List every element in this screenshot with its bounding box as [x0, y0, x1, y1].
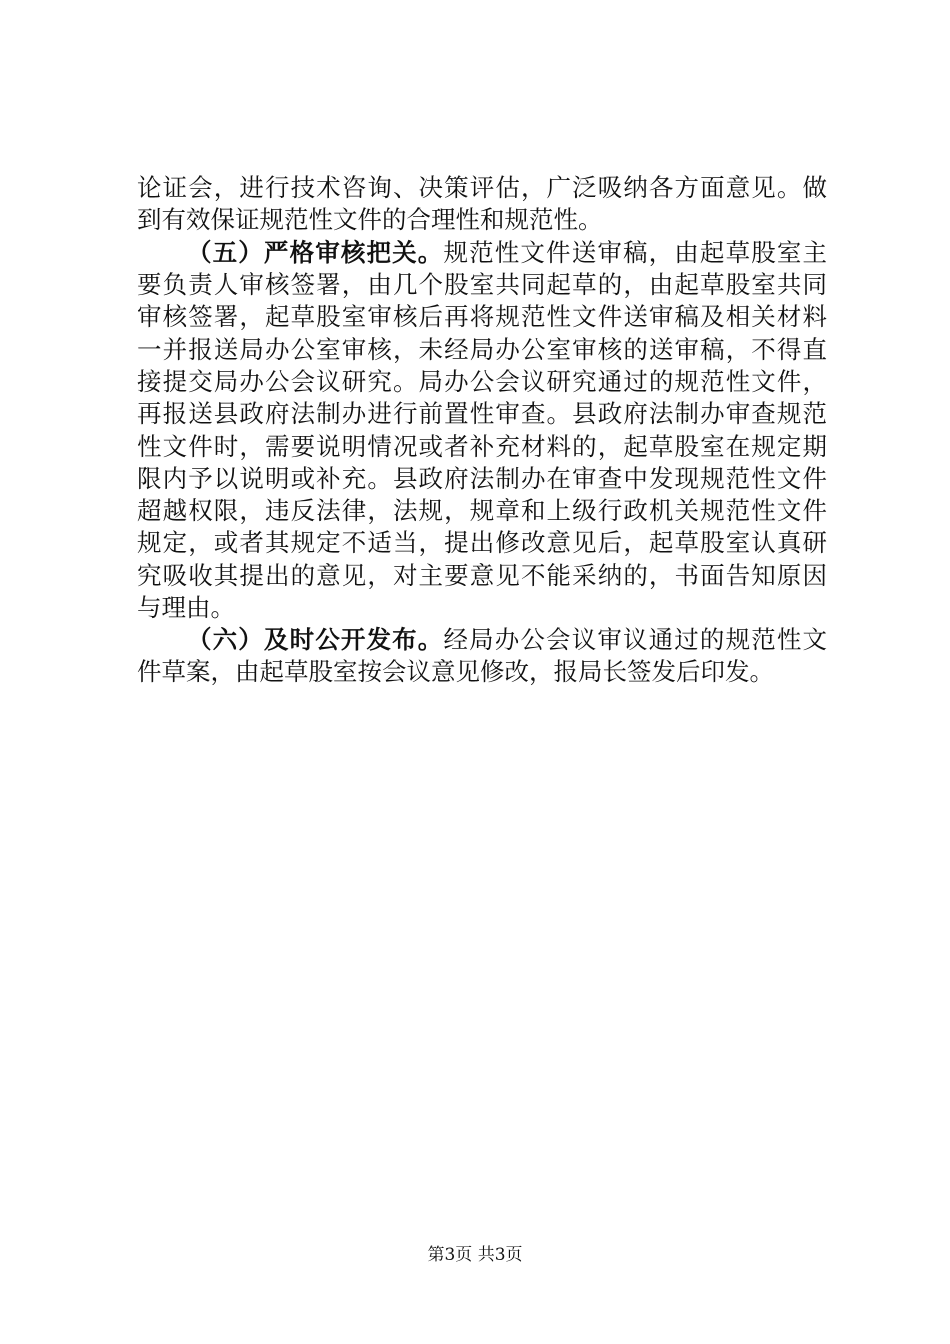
paragraph-line: 论证会，进行技术咨询、决策评估，广泛吸纳各方面意见。做 [137, 173, 827, 202]
paragraph-line: 与理由。 [137, 593, 235, 622]
section-five-text: 规范性文件送审稿，由起草股室主 [443, 238, 827, 267]
paragraph-line: 限内予以说明或补充。县政府法制办在审查中发现规范性文件 [137, 464, 827, 493]
paragraph-line: 到有效保证规范性文件的合理性和规范性。 [137, 205, 603, 234]
section-six-heading: （六）及时公开发布。 [187, 625, 444, 654]
paragraph-line: 接提交局办公会议研究。局办公会议研究通过的规范性文件， [137, 367, 827, 396]
paragraph-line: 一并报送局办公室审核，未经局办公室审核的送审稿，不得直 [137, 335, 827, 364]
section-five-first-line [187, 237, 827, 269]
paragraph-line: 究吸收其提出的意见，对主要意见不能采纳的，书面告知原因 [137, 561, 827, 590]
paragraph-line: 性文件时，需要说明情况或者补充材料的，起草股室在规定期 [137, 432, 827, 461]
paragraph-line: 审核签署，起草股室审核后再将规范性文件送审稿及相关材料 [137, 302, 827, 331]
paragraph-line: 件草案，由起草股室按会议意见修改，报局长签发后印发。 [137, 657, 774, 686]
section-five-heading: （五）严格审核把关。 [187, 238, 444, 267]
page-footer: 第3页 共3页 [427, 1245, 523, 1265]
section-six-text: 经局办公会议审议通过的规范性文 [443, 625, 827, 654]
paragraph-line: 规定，或者其规定不适当，提出修改意见后，起草股室认真研 [137, 528, 827, 557]
paragraph-line: 要负责人审核签署，由几个股室共同起草的，由起草股室共同 [137, 270, 827, 299]
section-six-first-line [187, 624, 827, 656]
paragraph-line: 再报送县政府法制办进行前置性审查。县政府法制办审查规范 [137, 399, 827, 428]
paragraph-line: 超越权限，违反法律，法规，规章和上级行政机关规范性文件 [137, 496, 827, 525]
